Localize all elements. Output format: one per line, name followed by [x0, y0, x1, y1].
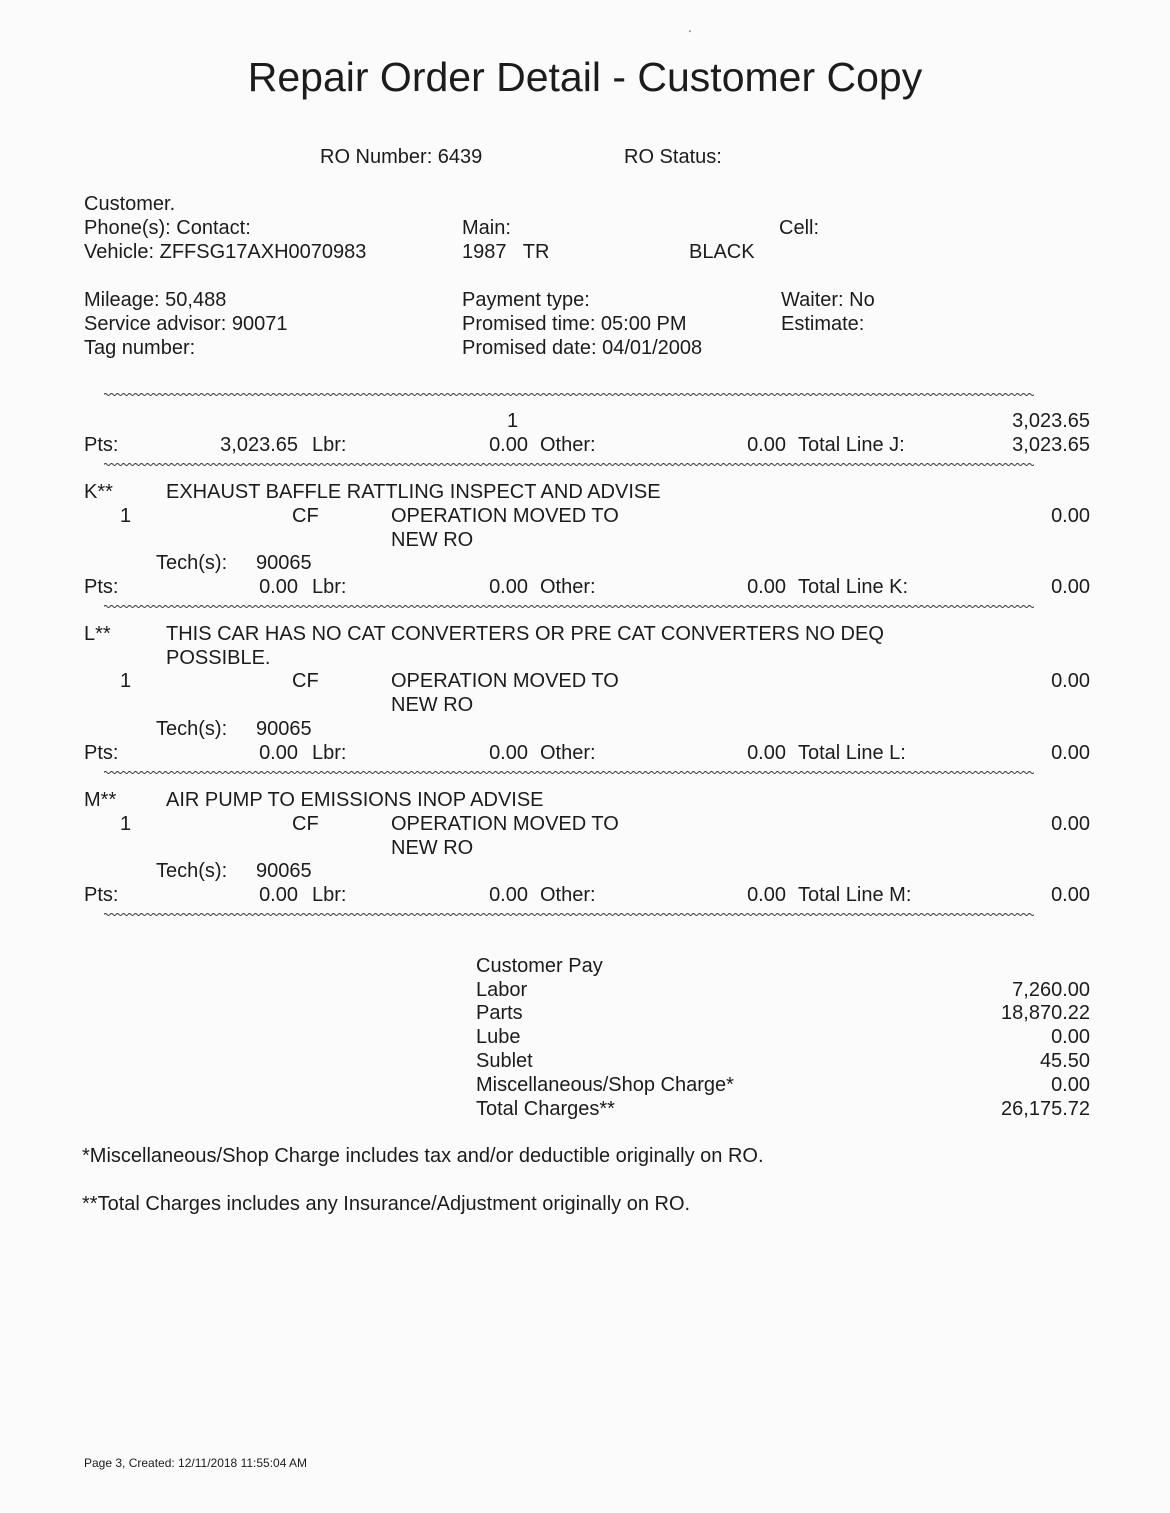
summary-value-sublet: 45.50	[1039, 1050, 1090, 1072]
summary-label-misc: Miscellaneous/Shop Charge*	[476, 1074, 734, 1096]
promised-time: Promised time: 05:00 PM	[462, 313, 687, 335]
pts-value: 0.00	[259, 742, 298, 764]
main-phone-label: Main:	[462, 217, 511, 239]
separator-rule	[104, 912, 1034, 917]
summary-value-misc: 0.00	[1051, 1074, 1090, 1096]
line-type: CF	[292, 670, 319, 692]
total-line-label: Total Line J:	[798, 434, 905, 456]
line-qty: 1	[120, 670, 132, 692]
separator-rule	[104, 770, 1034, 775]
phones-label: Phone(s): Contact:	[84, 217, 251, 239]
techs-label: Tech(s):	[156, 718, 228, 740]
other-value: 0.00	[747, 576, 786, 598]
pts-value: 0.00	[259, 576, 298, 598]
pts-label: Pts:	[84, 576, 119, 598]
pts-label: Pts:	[84, 434, 119, 456]
line-code: K**	[84, 481, 113, 503]
summary-value-total: 26,175.72	[1001, 1098, 1090, 1120]
pts-value: 0.00	[259, 884, 298, 906]
estimate: Estimate:	[781, 313, 865, 335]
total-line-value: 0.00	[1051, 742, 1090, 764]
lbr-label: Lbr:	[312, 884, 347, 906]
summary-label-sublet: Sublet	[476, 1050, 533, 1072]
vehicle-color: BLACK	[689, 241, 755, 263]
total-line-label: Total Line M:	[798, 884, 912, 906]
page-footer: Page 3, Created: 12/11/2018 11:55:04 AM	[84, 1456, 308, 1470]
tag-number: Tag number:	[84, 337, 196, 359]
line-description-2: POSSIBLE.	[166, 647, 271, 669]
vehicle-vin: Vehicle: ZFFSG17AXH0070983	[84, 241, 367, 263]
promised-date: Promised date: 04/01/2008	[462, 337, 703, 359]
summary-heading: Customer Pay	[476, 955, 603, 977]
waiter: Waiter: No	[781, 289, 875, 311]
lbr-value: 0.00	[489, 742, 528, 764]
line-amount: 0.00	[1051, 670, 1090, 692]
lbr-value: 0.00	[489, 884, 528, 906]
techs-label: Tech(s):	[156, 860, 228, 882]
operation-text-2: NEW RO	[391, 529, 474, 551]
total-line-value: 0.00	[1051, 884, 1090, 906]
pts-label: Pts:	[84, 742, 119, 764]
tech-id: 90065	[256, 718, 312, 740]
cell-phone-label: Cell:	[779, 217, 820, 239]
techs-label: Tech(s):	[156, 552, 228, 574]
separator-rule	[104, 392, 1034, 397]
line-qty: 1	[120, 505, 132, 527]
ro-status: RO Status:	[624, 146, 722, 168]
pts-value: 3,023.65	[220, 434, 298, 456]
misc-charge-note: *Miscellaneous/Shop Charge includes tax and/or deductible originally on RO.	[82, 1145, 764, 1167]
summary-label-parts: Parts	[476, 1002, 523, 1024]
ro-number: RO Number: 6439	[320, 146, 483, 168]
other-label: Other:	[540, 576, 596, 598]
line-code: L**	[84, 623, 111, 645]
lbr-label: Lbr:	[312, 576, 347, 598]
separator-rule	[104, 604, 1034, 609]
other-value: 0.00	[747, 434, 786, 456]
line-type: CF	[292, 505, 319, 527]
summary-label-labor: Labor	[476, 979, 528, 1001]
total-line-label: Total Line K:	[798, 576, 909, 598]
line-j-amount: 3,023.65	[1012, 410, 1090, 432]
payment-type: Payment type:	[462, 289, 590, 311]
operation-text: OPERATION MOVED TO	[391, 670, 619, 692]
summary-label-lube: Lube	[476, 1026, 521, 1048]
line-type: CF	[292, 813, 319, 835]
total-line-value: 0.00	[1051, 576, 1090, 598]
pts-label: Pts:	[84, 884, 119, 906]
customer-label: Customer.	[84, 193, 176, 215]
line-description: AIR PUMP TO EMISSIONS INOP ADVISE	[166, 789, 544, 811]
line-j-qty: 1	[507, 410, 519, 432]
summary-value-labor: 7,260.00	[1012, 979, 1090, 1001]
operation-text: OPERATION MOVED TO	[391, 813, 619, 835]
other-value: 0.00	[747, 884, 786, 906]
other-label: Other:	[540, 434, 596, 456]
line-description: THIS CAR HAS NO CAT CONVERTERS OR PRE CAT CONVERTERS NO DEQ	[166, 623, 884, 645]
lbr-value: 0.00	[489, 576, 528, 598]
total-charges-note: **Total Charges includes any Insurance/Adjustment originally on RO.	[82, 1193, 691, 1215]
lbr-label: Lbr:	[312, 742, 347, 764]
lbr-label: Lbr:	[312, 434, 347, 456]
service-advisor: Service advisor: 90071	[84, 313, 288, 335]
separator-rule	[104, 462, 1034, 467]
tech-id: 90065	[256, 860, 312, 882]
total-line-value: 3,023.65	[1012, 434, 1090, 456]
lbr-value: 0.00	[489, 434, 528, 456]
operation-text-2: NEW RO	[391, 694, 474, 716]
line-code: M**	[84, 789, 117, 811]
other-label: Other:	[540, 742, 596, 764]
line-qty: 1	[120, 813, 132, 835]
page-title: Repair Order Detail - Customer Copy	[247, 54, 923, 100]
summary-value-lube: 0.00	[1051, 1026, 1090, 1048]
line-amount: 0.00	[1051, 505, 1090, 527]
tech-id: 90065	[256, 552, 312, 574]
summary-label-total: Total Charges**	[476, 1098, 615, 1120]
mileage: Mileage: 50,488	[84, 289, 227, 311]
total-line-label: Total Line L:	[798, 742, 906, 764]
line-description: EXHAUST BAFFLE RATTLING INSPECT AND ADVISE	[166, 481, 661, 503]
scan-mark: ⸳	[688, 21, 692, 37]
operation-text-2: NEW RO	[391, 837, 474, 859]
vehicle-year-model: 1987 TR	[462, 241, 550, 263]
other-value: 0.00	[747, 742, 786, 764]
summary-value-parts: 18,870.22	[1001, 1002, 1090, 1024]
other-label: Other:	[540, 884, 596, 906]
line-amount: 0.00	[1051, 813, 1090, 835]
operation-text: OPERATION MOVED TO	[391, 505, 619, 527]
